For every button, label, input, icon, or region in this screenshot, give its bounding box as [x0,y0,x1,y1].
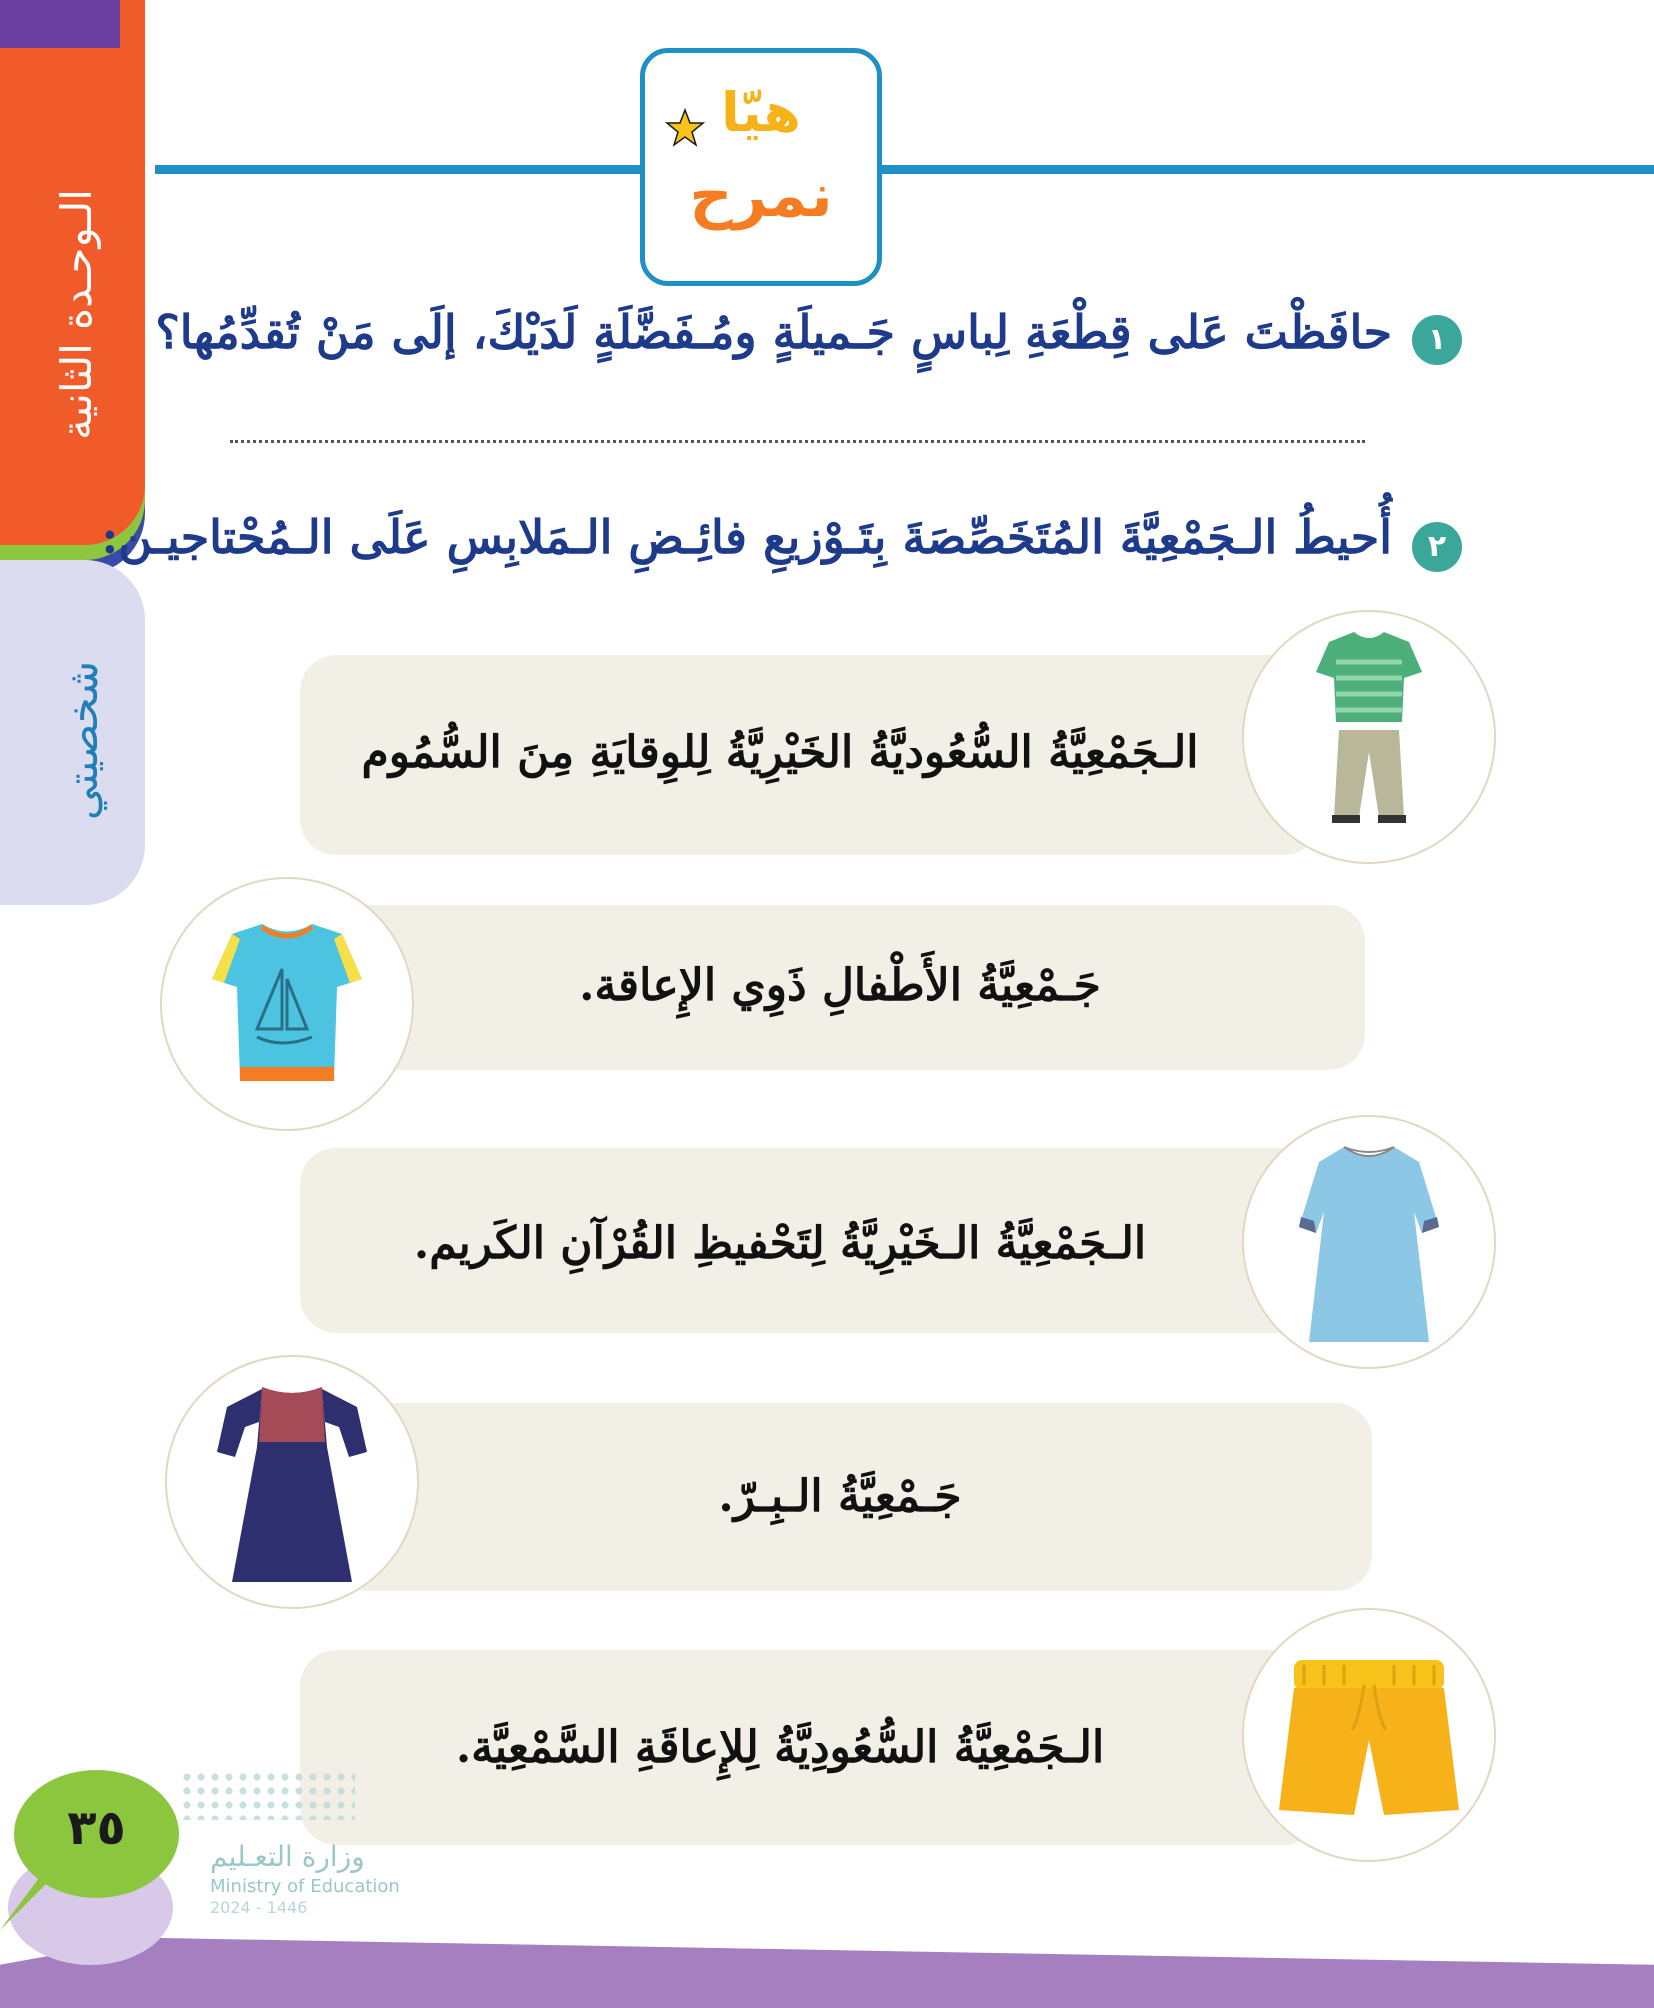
question-2-text: أُحيطُ الـجَمْعِيَّةَ المُتَخَصِّصَةَ بِتَـوْزيعِ فائِـضِ الـمَلابِسِ عَلَى الـمُحْتاجيـن: [101,510,1392,564]
ministry-name-ar: وزارة التعـليم [210,1840,365,1873]
clothing-circle-2[interactable] [160,877,414,1131]
unit-label: الـوحـدة الثانية [52,189,101,441]
logo-line1: هيّا [721,81,801,144]
question-number-1: ١ [1412,315,1462,365]
section-label: شخصيتي [58,660,107,820]
charity-card-5-text: الـجَمْعِيَّةُ السُّعُودِيَّةُ لِلإِعاقَةِ السَّمْعِيَّة. [455,1722,1105,1773]
ministry-name-en: Ministry of Education [210,1876,400,1897]
charity-card-2-text: جَـمْعِيَّةُ الأَطْفالِ ذَوِي الإِعاقة. [579,960,1101,1011]
logo-line2: نمرح [689,161,833,231]
page-number: ٣٥ [67,1800,126,1856]
answer-dotted-line [230,440,1365,443]
clothing-circle-4[interactable] [165,1355,419,1609]
charity-card-1[interactable] [300,655,1320,855]
header-rule [155,165,1654,174]
blue-dress-icon [1244,1117,1494,1367]
charity-card-3[interactable] [300,1148,1320,1333]
yellow-shorts-icon [1244,1610,1494,1860]
boat-tshirt-icon [162,879,412,1129]
clothing-circle-5[interactable] [1242,1608,1496,1862]
ministry-year: 2024 - 1446 [210,1898,308,1917]
clothing-circle-1[interactable] [1242,610,1496,864]
question-number-2: ٢ [1412,522,1462,572]
charity-card-3-text: الـجَمْعِيَّةُ الـخَيْرِيَّةُ لِتَحْفيظِ القُرْآنِ الكَريم. [413,1218,1147,1269]
clothing-circle-3[interactable] [1242,1115,1496,1369]
charity-card-5[interactable] [300,1650,1320,1845]
charity-card-1-text: الـجَمْعِيَّةُ السُّعُوديَّةُ الخَيْرِيَّةُ لِلوِقايَةِ مِنَ السُّمُوم [361,727,1199,778]
charity-card-2[interactable] [330,905,1365,1070]
shirt-and-pants-icon [1244,612,1494,862]
activity-logo [640,48,882,286]
question-1-text: حافَظْتَ عَلى قِطْعَةِ لِباسٍ جَـميلَةٍ ومُـفَضَّلَةٍ لَدَيْكَ، إلَى مَنْ تُقدِّمُها؟ [155,305,1392,359]
charity-card-4-text: جَـمْعِيَّةُ الـبِـرّ. [718,1471,962,1522]
charity-card-4[interactable] [330,1403,1372,1591]
navy-dress-icon [167,1357,417,1607]
sidebar-corner-accent [0,0,120,48]
ministry-logo-dots [180,1770,355,1820]
